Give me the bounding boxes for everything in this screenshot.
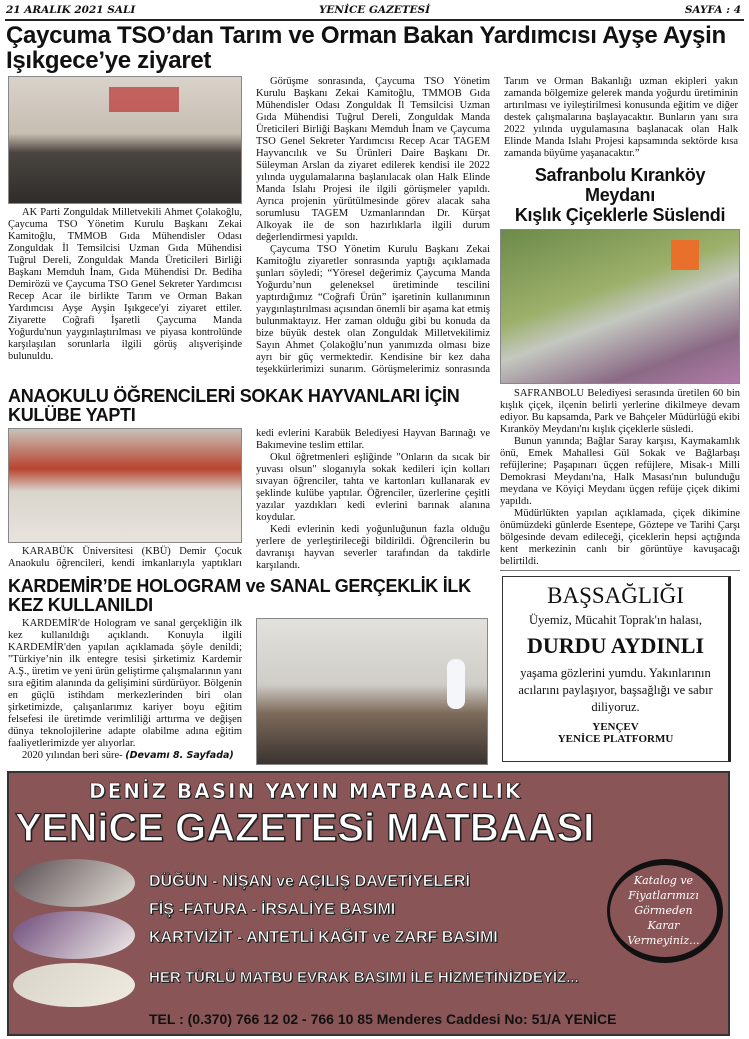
article2-paragraph: Bunun yanında; Bağlar Saray karşısı, Kaymakamlık önü, Emek Mahallesi Gül Sokak ve Bağlarbaşı refüjlerine; Paşapınarı üçgen refüjlere, Misak-ı Milli Demokrasi Meydanı'na, Halk Masası'nın bulunduğu meydana ve Köyiçi Meydanı üçgen refüje çiçek dikimi yapıldı. bbox=[500, 436, 740, 507]
invitation-card-image bbox=[13, 859, 135, 907]
safranbolu-headline-1: Safranbolu Kıranköy Meydanı bbox=[534, 165, 706, 205]
ad-title: YENiCE GAZETESi MATBAASI bbox=[15, 806, 595, 850]
article1-paragraph: AK Parti Zonguldak Milletvekili Ahmet Çolakoğlu, Çaycuma TSO Yönetim Kurulu Başkanı Zekai Kamitoğlu, TMMOB Gıda Mühendisler Odası Zonguldak İl Temsilcisi Uzman Gıda Mühendisi Tuğrul Dereli, Zonguldak Manda Üreticileri Birliği Başkanı Memduh İnam, Gıda Mühendisi Dr. Bediha Demirözü ve Çaycuma TSO Genel Sekreter Yardımcısı Recep Acar ile birlikte Tarım ve Orman Bakan Yardımcısı Ayşe Ayşin Işıkgece'yi ziyaret ettiler. Ziyarette Coğrafi İşaretli Çaycuma Manda Yoğurdu'nun yaygınlaştırılması ve piyasa kontrolünde karşılaşılan sorunlarla ilgili görüş alışverişinde bulunuldu. bbox=[8, 207, 242, 362]
invitation-card-image bbox=[13, 963, 135, 1007]
page-body bbox=[8, 0, 740, 765]
anaokulu-headline: ANAOKULU ÖĞRENCİLERİ SOKAK HAYVANLARI İÇİN KULÜBE YAPTI bbox=[8, 386, 460, 425]
column-spacer bbox=[500, 76, 740, 165]
ad-service: HER TÜRLÜ MATBU EVRAK BASIMI İLE HİZMETİNİZDEYİZ... bbox=[149, 969, 579, 986]
badge-text: Karar bbox=[647, 919, 680, 932]
newspaper-name: YENİCE GAZETESİ bbox=[318, 4, 431, 16]
article4 bbox=[8, 618, 490, 765]
kardemir-headline: KARDEMİR’DE HOLOGRAM ve SANAL GERÇEKLİK İLK KEZ KULLANILDI bbox=[8, 576, 471, 615]
article1-paragraph: Görüşme sonrasında, Çaycuma TSO Yönetim Kurulu Başkanı Zekai Kamitoğlu, TMMOB Gıda Mühendisler Odası Zonguldak İl Temsilcisi Uzman Gıda Mühendisi Tuğrul Dereli, Zonguldak Manda Üreticileri Birliği Başkanı Memduh İnam ve Çaycuma TSO Genel Sekreter Yardımcısı Recep Acar TAGEM Hayvancılık ve Su Ürünleri Daire Başkanı Dr. Süleyman Arslan da ziyaret edilerek kendisi ile 2022 yılında uygulamalarına başlanılacak olan Halk Elinde Manda Islahı Projesi ile ilgili görüşmeler yapıldı. Ayrıca projenin yürütülmesinde görev alacak saha sorumlusu TAGEM Uzmanlarından Dr. Kürşat Alkoyak ile de son hazırlıklarla ilgili durum değerlendirmesi yapıldı. bbox=[256, 76, 490, 243]
ad-service: DÜĞÜN - NİŞAN ve AÇILIŞ DAVETİYELERİ bbox=[149, 873, 470, 890]
flag-decoration bbox=[109, 87, 179, 112]
article4-paragraph: KARDEMİR'de Hologram ve sanal gerçekliğin ilk kez kullanıldığı açıklandı. Konuyla ilgili KARDEMİR'den yapılan açıklamada şöyle denildi; "Türkiye’nin ilk entegre tesisi şirketimiz Kardemir A.Ş., üretim ve yeni ürün geliştirme çalışmalarının yanı sıra eğitim alanında da gelişimini sürdürüyor. Bölgenin en güçlü istihdam merkezlerinden biri olan şirketimizde, çalışanlarımız kariyer boyu eğitim felsefesi ile üretimde verimliliği arttırma ve değişen dünya teknolojilerine adapte olabilme adına eğitim faaliyetlerimizde yer alıyorlar. bbox=[8, 618, 242, 749]
badge-text: Görmeden bbox=[634, 904, 693, 917]
article3-paragraph: KARABÜK Üniversitesi (KBÜ) Demir Çocuk Anaokulu öğrencileri, kendi imkanlarıyla yaptıkları kedi evlerini Karabük Belediyesi Hayvan Barınağı ve Bakımevine teslim ettilar. bbox=[8, 428, 490, 569]
safranbolu-headline-2: Kışlık Çiçeklerle Süslendi bbox=[514, 205, 726, 225]
article3-paragraph: Kedi evlerinin kedi yoğunluğunun fazla olduğu yerlere de yerleştirileceği bildirildi. Öğrencilerin bu davranışı hayvan severler tarafından da takdirle karşılandı. bbox=[256, 524, 490, 571]
printing-house-ad bbox=[7, 771, 730, 1036]
condolence-message: yaşama gözlerini yumdu. Yakınlarının acılarını paylaşıyor, başsağlığı ve sabır diliyoruz. bbox=[518, 666, 713, 714]
continued-link[interactable]: (Devamı 8. Sayfada) bbox=[125, 750, 234, 761]
worker-figure bbox=[671, 240, 699, 270]
hologram-figure bbox=[447, 659, 465, 709]
deceased-name: DURDU AYDINLI bbox=[526, 633, 705, 658]
article2-paragraph: Müdürlükten yapılan açıklamada, çiçek dikimine önümüzdeki günlerde Esentepe, Göztepe ve Tarihi Çarşı bölgesinde devam edileceği, çiceklerin hepsi açtığında kent merkezinin canlı bir görüntüye kavuşacağı belirtildi. bbox=[500, 508, 740, 567]
article-photo-students bbox=[8, 428, 242, 543]
condolence-intro: Üyemiz, Mücahit Toprak'ın halası, bbox=[529, 613, 702, 627]
ad-contact: TEL : (0.370) 766 12 02 - 766 10 85 Menderes Caddesi No: 51/A YENİCE bbox=[149, 1011, 617, 1027]
divider bbox=[500, 570, 740, 571]
article-photo-hologram bbox=[256, 618, 488, 765]
signer: YENÇEV bbox=[592, 721, 639, 733]
article-photo-delegation bbox=[8, 76, 242, 204]
invitation-card-image bbox=[13, 911, 135, 959]
condolence-title: BAŞSAĞLIĞI bbox=[547, 583, 684, 608]
page-number: SAYFA : 4 bbox=[684, 4, 741, 16]
article3-paragraph: Okul öğretmenleri eşliğinde "Onların da sıcak bir yuvası olsun" sloganıyla sokak kedileri için kolları sıvayan öğrenciler, tahta ve kartonları kullanarak ev şeklinde kulübe yaptılar. Öğrenciler, üzerlerine çeşitli yazılar yazdıkları kedi evlerini barınak alanına koydular. bbox=[256, 452, 490, 523]
badge-text: Katalog ve bbox=[633, 874, 694, 887]
catalog-badge bbox=[607, 859, 723, 963]
right-column bbox=[500, 76, 740, 568]
article4-body bbox=[8, 618, 242, 762]
article2-paragraph: SAFRANBOLU Belediyesi serasında üretilen 60 bin kışlık çiçek, ilçenin belirli yerlerine dikilmeye devam ediyor. Bu kapsamda, Park ve Bahçeler Müdürlüğü ekibi Kıranköy Meydanı'nı kışlık çiçeklerle süsledi. bbox=[500, 388, 740, 435]
article4-paragraph: 2020 yılından beri süre- bbox=[22, 750, 123, 761]
article3-body bbox=[8, 428, 490, 572]
article2 bbox=[500, 165, 740, 568]
signer: YENİCE PLATFORMU bbox=[557, 733, 674, 745]
badge-text: Vermeyiniz... bbox=[627, 934, 700, 947]
issue-date: 21 ARALIK 2021 SALI bbox=[6, 4, 136, 16]
main-headline: Çaycuma TSO’dan Tarım ve Orman Bakan Yardımcısı Ayşe Ayşin Işıkgece’ye ziyaret bbox=[6, 22, 726, 74]
condolence-notice bbox=[502, 576, 731, 762]
badge-text: Fiyatlarımızı bbox=[628, 889, 699, 902]
ad-service: KARTVİZİT - ANTETLİ KAĞIT ve ZARF BASIMI bbox=[149, 929, 498, 946]
ad-company: DENİZ BASIN YAYIN MATBAACILIK bbox=[89, 779, 523, 803]
article-photo-flowers bbox=[500, 229, 740, 384]
article1-paragraph: Çaycuma TSO Yönetim Kurulu Başkanı Zekai Kamitoğlu ziyaretler sonrasında yaptığı açıklamada şunları söyledi; “Yöresel değerimiz Çaycuma Manda Yoğurdu’nun geleneksel üretiminde tescilini yaptırdığımız “Coğrafi Ürün” işaretinin kullanımının yaygınlaştırılması açısından önemli bir aşama kat etmiş bulunmaktayız. Her zaman olduğu gibi bu konuda da bize büyük destek olan Zonguldak Milletvekilimiz Sayın Ahmet Çolakoğlu’nun yanımızda olması bize ayrı bir güç vermektedir. Kendisine bir kez daha teşekkürlerimizi sunarım. Görüşmelerimiz sonrasında Tarım ve Orman Bakanlığı uzman ekipleri yakın zamanda bölgemize gelerek manda yoğurdu üretiminin artırılması ve iyileştirilmesi konusunda eğitim ve diğer destek çalışmalarına başlayacaktır. Bunların yanı sıra 2022 yılında uygulamasına başlanacak olan Halk Elinde Manda Islahı Projesi kapsamında sektörde kısa zamanda büyüme yaşanacaktır.” bbox=[256, 76, 738, 375]
article2-body bbox=[500, 388, 740, 568]
ad-service: FİŞ -FATURA - İRSALİYE BASIMI bbox=[149, 901, 396, 918]
